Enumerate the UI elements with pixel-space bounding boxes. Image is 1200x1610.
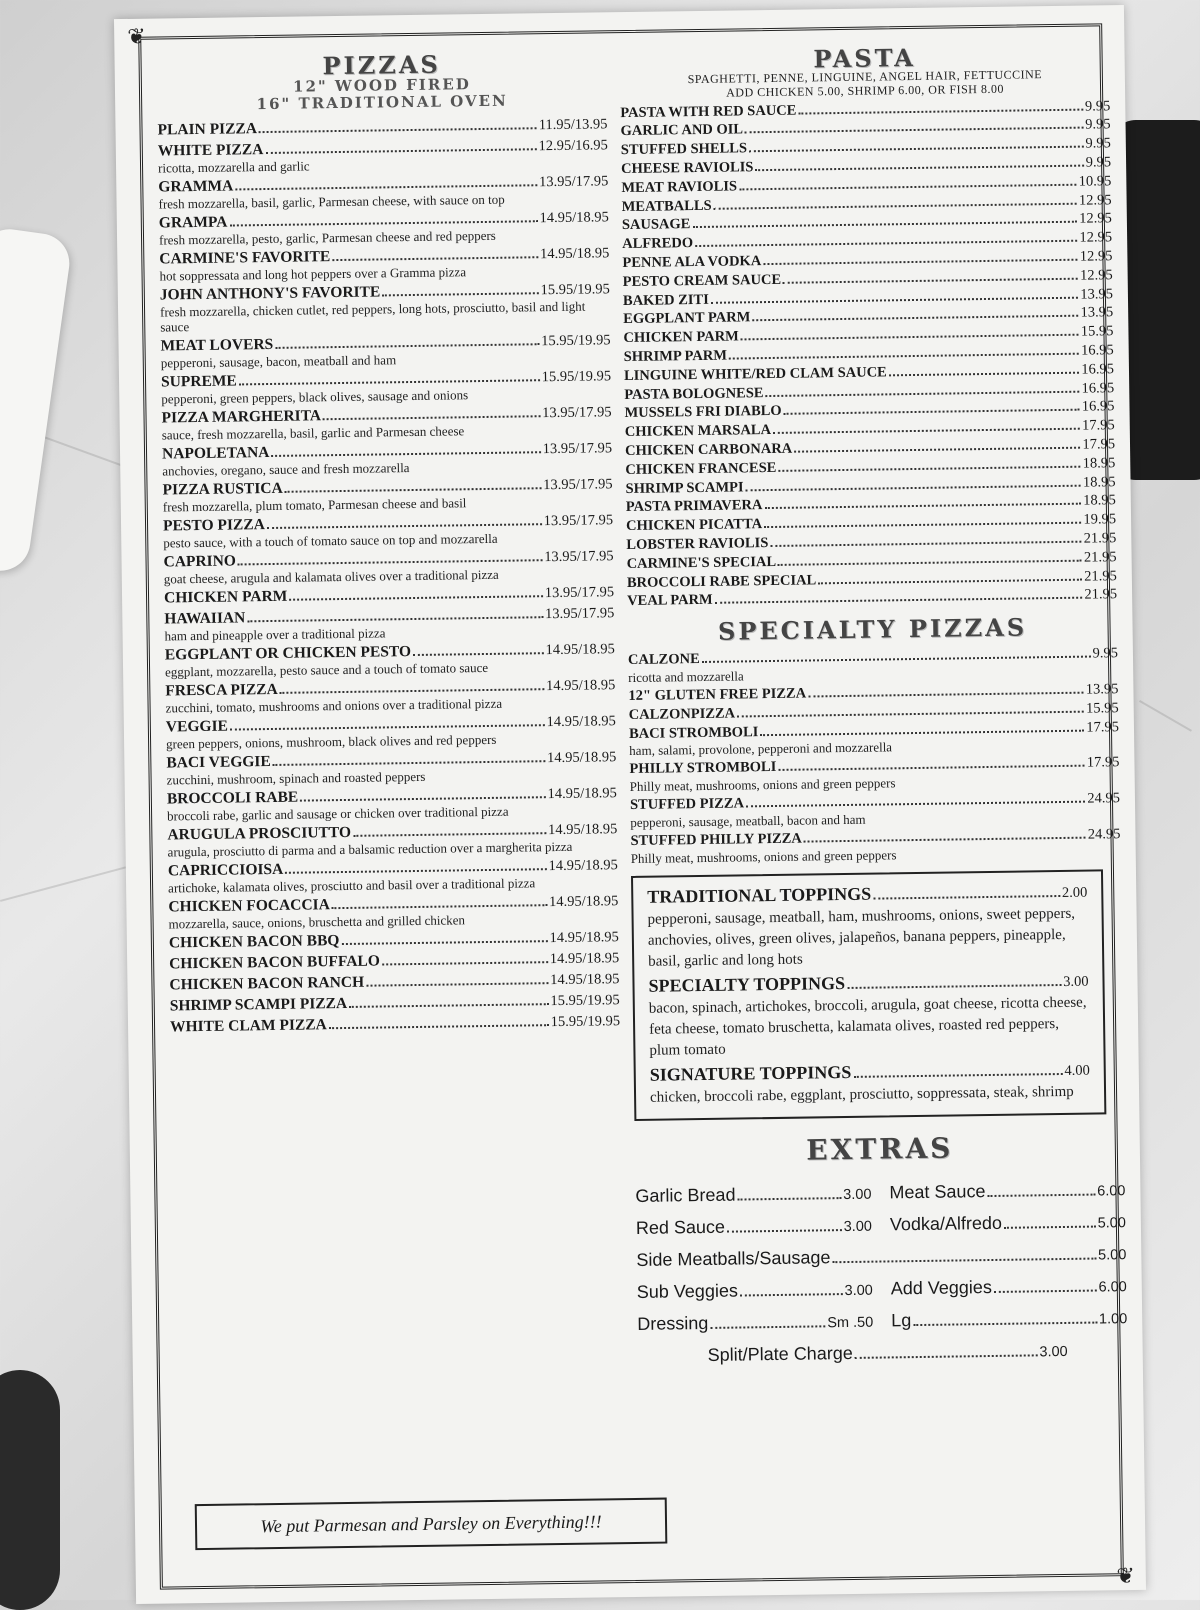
- pizza-item-name: JOHN ANTHONY'S FAVORITE: [159, 282, 381, 304]
- pasta-item-name: PASTA WITH RED SAUCE: [620, 102, 797, 121]
- pizza-list: [157, 115, 620, 1036]
- extra-red-sauce: Red Sauce 3.00: [635, 1216, 873, 1238]
- pasta-list: [620, 97, 1117, 611]
- pasta-item-name: MEAT RAVIOLIS: [621, 178, 738, 196]
- pizza-item-description: anchovies, oregano, sauce and fresh mozzarella: [162, 459, 410, 478]
- pizza-item-name: PLAIN PIZZA: [157, 119, 258, 139]
- right-column: [619, 43, 1127, 1372]
- pizza-item-price: 15.95/19.95: [541, 367, 612, 385]
- pizza-item-description: green peppers, onions, mushroom, black olives and red peppers: [165, 731, 497, 751]
- leader-dots: [349, 1003, 548, 1008]
- leader-dots: [794, 447, 1080, 453]
- pizza-item: [164, 604, 614, 643]
- topping-item: [648, 968, 1089, 1061]
- pasta-item-price: 9.95: [1085, 154, 1112, 171]
- pasta-item-price: 12.95: [1079, 248, 1113, 265]
- specialty-pizza-item-price: 17.95: [1086, 754, 1120, 771]
- pizza-item-name: MEAT LOVERS: [160, 335, 274, 355]
- leader-dots: [737, 710, 1084, 717]
- leader-dots: [714, 202, 1077, 209]
- pasta-item-price: 19.95: [1083, 511, 1117, 528]
- pizza-item: [165, 640, 615, 679]
- pasta-item-name: BAKED ZITI: [622, 291, 709, 309]
- pasta-item-price: 12.95: [1079, 266, 1113, 284]
- pizza-item: [162, 439, 612, 478]
- leader-dots: [749, 146, 1083, 153]
- pizza-item-price: 15.95/19.95: [550, 1012, 621, 1030]
- pizza-item-name: CHICKEN PARM: [163, 587, 288, 606]
- specialty-pizza-item-price: 24.95: [1087, 790, 1121, 807]
- pasta-item-name: PASTA PRIMAVERA: [625, 497, 763, 516]
- leader-dots: [746, 801, 1085, 808]
- leader-dots: [702, 656, 1091, 663]
- pasta-item-name: MEATBALLS: [621, 197, 712, 215]
- leader-dots: [230, 724, 545, 730]
- pasta-item-name: CHICKEN MARSALA: [624, 422, 772, 441]
- leader-dots: [808, 692, 1084, 698]
- topping-item-name: TRADITIONAL TOPPINGS: [647, 883, 872, 907]
- person-arm: [0, 1370, 60, 1610]
- pasta-title: PASTA: [813, 42, 917, 74]
- leader-dots: [847, 984, 1061, 989]
- leader-dots: [382, 961, 548, 965]
- pasta-item-price: 13.95: [1080, 304, 1114, 322]
- leader-dots: [755, 165, 1083, 172]
- pasta-item-name: CHICKEN PARM: [623, 328, 739, 347]
- pasta-item-price: 18.95: [1082, 454, 1116, 472]
- pizza-item: [158, 136, 608, 175]
- leader-dots: [275, 343, 539, 349]
- leader-dots: [752, 315, 1078, 322]
- leader-dots: [766, 390, 1080, 396]
- pizza-item-description: eggplant, mozzarella, pesto sauce and a touch of tomato sauce: [164, 659, 489, 679]
- pizza-item-name: CHICKEN BACON BUFFALO: [169, 952, 380, 972]
- pasta-item-name: SAUSAGE: [621, 216, 691, 234]
- pizza-item-description: fresh mozzarella, basil, garlic, Parmesan cheese, with sauce on top: [158, 191, 505, 212]
- pizza-item-description: ricotta, mozzarella and garlic: [157, 157, 310, 176]
- extra-meat-sauce: Meat Sauce 6.00: [889, 1180, 1126, 1203]
- pizza-item-price: 14.95/18.95: [548, 856, 618, 874]
- pizza-item-name: WHITE CLAM PIZZA: [169, 1015, 327, 1035]
- specialty-pizza-item-name: BACI STROMBOLI: [628, 723, 759, 742]
- pasta-item-name: PENNE ALA VODKA: [622, 253, 762, 272]
- pasta-item-price: 21.95: [1083, 548, 1117, 566]
- pizza-item-description: fresh mozzarella, pesto, garlic, Parmesan cheese and red peppers: [158, 227, 496, 248]
- pizza-item: [166, 748, 616, 787]
- pasta-item-price: 16.95: [1081, 379, 1115, 397]
- pizza-item-name: VEGGIE: [165, 717, 228, 735]
- pizza-item: [170, 1012, 620, 1036]
- pizza-item-name: CARMINE'S FAVORITE: [159, 247, 331, 268]
- pizza-item: [163, 547, 613, 586]
- pizza-item-name: GRAMPA: [158, 213, 228, 232]
- pasta-item-price: 17.95: [1082, 417, 1115, 434]
- pizza-item-name: HAWAIIAN: [164, 608, 246, 627]
- pizza-item-price: 12.95/16.95: [538, 136, 608, 154]
- leader-dots: [341, 940, 547, 945]
- menu-sheet: [114, 5, 1146, 1604]
- pasta-item-price: 16.95: [1080, 342, 1114, 359]
- parmesan-note: We put Parmesan and Parsley on Everything!!!: [195, 1498, 668, 1551]
- specialty-pizza-item: [630, 825, 1120, 866]
- pizza-item-price: 14.95/18.95: [550, 970, 620, 988]
- leader-dots: [332, 256, 538, 261]
- pizza-item-name: BROCCOLI RABE: [166, 788, 299, 807]
- pizza-item: [163, 511, 613, 550]
- leader-dots: [265, 148, 536, 154]
- pasta-item-price: 17.95: [1082, 436, 1116, 453]
- pizza-item-description: mozzarella, sauce, onions, bruschetta and grilled chicken: [168, 911, 466, 931]
- pasta-item-name: GARLIC AND OIL: [620, 121, 744, 140]
- extras-grid: [635, 1174, 1128, 1373]
- pizza-item-row: [169, 928, 619, 952]
- leader-dots: [764, 522, 1081, 528]
- pizza-item: [169, 949, 619, 973]
- pasta-item-price: 21.95: [1084, 586, 1118, 603]
- pasta-item-name: LINGUINE WHITE/RED CLAM SAUCE: [623, 364, 887, 384]
- leader-dots: [329, 1024, 549, 1029]
- pasta-item-name: ALFREDO: [622, 235, 694, 253]
- pasta-item-price: 15.95: [1080, 323, 1114, 340]
- pasta-note-addons: ADD CHICKEN 5.00, SHRIMP 6.00, OR FISH 8.00: [726, 81, 1005, 100]
- extras-title: EXTRAS: [806, 1131, 954, 1167]
- leader-dots: [229, 220, 537, 226]
- extra-dressing-large: Lg 1.00: [891, 1309, 1128, 1331]
- leader-dots: [413, 652, 544, 656]
- pasta-item-price: 13.95: [1080, 285, 1114, 303]
- leader-dots: [763, 259, 1078, 265]
- pizza-item-price: 14.95/18.95: [539, 208, 609, 226]
- specialty-pizza-item-description: Philly meat, mushrooms, onions and green peppers: [630, 846, 897, 866]
- leader-dots: [353, 832, 546, 837]
- specialty-pizza-item: [629, 753, 1119, 794]
- leader-dots: [873, 895, 1060, 900]
- specialty-pizza-item-name: PHILLY STROMBOLI: [629, 759, 777, 778]
- pizza-item-description: hot soppressata and long hot peppers over a Gramma pizza: [159, 263, 467, 284]
- pizza-item-price: 15.95/19.95: [540, 280, 610, 298]
- pizza-item-price: 14.95/18.95: [539, 244, 610, 262]
- pizza-item-price: 15.95/19.95: [550, 991, 620, 1009]
- pizza-item: [161, 367, 611, 406]
- topping-item-name: SIGNATURE TOPPINGS: [649, 1061, 852, 1085]
- pasta-item-price: 9.95: [1085, 135, 1111, 152]
- pizza-item-name: WHITE PIZZA: [157, 140, 264, 160]
- topping-item-description: bacon, spinach, artichokes, broccoli, arugula, goat cheese, ricotta cheese, feta cheese, tomato bruschetta, kalamata olives, roasted red peppers, plum tomato: [648, 994, 1087, 1059]
- pasta-item-name: SHRIMP SCAMPI: [625, 478, 744, 497]
- pizzas-title: PIZZAS: [322, 49, 441, 81]
- leader-dots: [711, 296, 1079, 303]
- pasta-item-price: 21.95: [1083, 530, 1117, 547]
- specialty-pizza-item: [630, 789, 1120, 830]
- leader-dots: [729, 353, 1079, 360]
- leader-dots: [798, 108, 1083, 114]
- pizza-item-name: NAPOLETANA: [161, 443, 270, 462]
- pizza-item-name: BACI VEGGIE: [166, 752, 271, 771]
- leader-dots: [695, 240, 1077, 247]
- pizza-item-price: 13.95/17.95: [543, 475, 613, 493]
- pizza-item-price: 14.95/18.95: [545, 640, 615, 658]
- pizza-item-name: FRESCA PIZZA: [165, 680, 278, 699]
- pizza-item-name: PIZZA MARGHERITA: [161, 406, 322, 427]
- specialty-pizza-item-name: 12" GLUTEN FREE PIZZA: [628, 685, 807, 704]
- leader-dots: [760, 729, 1084, 736]
- pizza-item-row: [157, 115, 607, 139]
- pizza-item-price: 11.95/13.95: [538, 115, 608, 133]
- topping-item: [647, 879, 1088, 972]
- pizza-item-price: 13.95/17.95: [543, 511, 614, 529]
- leader-dots: [285, 487, 542, 493]
- pizza-item: [158, 172, 608, 211]
- leader-dots: [289, 595, 542, 601]
- pizza-item: [162, 475, 612, 514]
- pasta-item-name: VEAL PARM: [627, 592, 713, 610]
- pizza-item: [169, 970, 619, 994]
- pizza-item: [161, 403, 611, 442]
- pizza-item-row: [170, 1012, 620, 1036]
- extra-vodka-alfredo: Vodka/Alfredo 5.00: [889, 1212, 1127, 1235]
- pizza-item-name: EGGPLANT OR CHICKEN PESTO: [164, 642, 412, 663]
- pizza-item-price: 15.95/19.95: [541, 331, 611, 349]
- pizza-item-row: [169, 949, 619, 973]
- specialty-pizza-item: [628, 644, 1118, 685]
- pizza-item-description: pepperoni, sausage, bacon, meatball and ham: [160, 351, 397, 371]
- leader-dots: [323, 415, 540, 420]
- pizza-item-row: [170, 991, 620, 1015]
- pasta-item-price: 9.95: [1085, 116, 1111, 133]
- pasta-item-name: MUSSELS FRI DIABLO: [624, 403, 782, 422]
- pizza-item-price: 14.95/18.95: [547, 784, 617, 802]
- pizza-item-price: 14.95/18.95: [549, 928, 619, 946]
- pasta-item-price: 12.95: [1079, 229, 1113, 246]
- pasta-item-price: 18.95: [1082, 473, 1116, 491]
- leader-dots: [784, 409, 1080, 415]
- leader-dots: [259, 127, 537, 133]
- pasta-item-name: EGGPLANT PARM: [623, 309, 751, 328]
- topping-item-description: pepperoni, sausage, meatball, ham, mushrooms, onions, sweet peppers, anchovies, olives, green olives, jalapeños, banana peppers, pineapple, basil, garlic and long hots: [647, 905, 1076, 970]
- pizza-item-name: CAPRICCIOISA: [167, 860, 284, 879]
- pizza-item-price: 14.95/18.95: [546, 712, 616, 730]
- extra-side-meatballs: Side Meatballs/Sausage 5.00: [636, 1246, 1127, 1270]
- pizza-item-row: [164, 583, 614, 607]
- leader-dots: [239, 379, 540, 385]
- leader-dots: [889, 371, 1080, 376]
- pasta-item-name: CHICKEN FRANCESE: [625, 459, 777, 478]
- pizza-item: [169, 928, 619, 952]
- leader-dots: [247, 616, 543, 622]
- topping-item-description: chicken, broccoli rabe, eggplant, prosciutto, soppressata, steak, shrimp: [649, 1083, 1074, 1106]
- pizza-item-description: zucchini, tomato, mushrooms and onions over a traditional pizza: [165, 695, 503, 715]
- pizza-item-price: 13.95/17.95: [544, 583, 615, 601]
- leader-dots: [746, 484, 1081, 491]
- specialty-pizza-item-name: CALZONPIZZA: [628, 705, 736, 723]
- pizza-item-description: pesto sauce, with a touch of tomato sauce on top and mozzarella: [163, 530, 498, 550]
- pasta-item-name: CHICKEN PICATTA: [626, 516, 763, 535]
- pizza-item-description: artichoke, kalamata olives, prosciutto and basil over a traditional pizza: [168, 874, 536, 895]
- pizza-item-price: 14.95/18.95: [545, 676, 616, 694]
- pizza-item-price: 14.95/18.95: [546, 748, 617, 766]
- pizza-item: [167, 820, 617, 859]
- pizza-item: [160, 280, 611, 334]
- pizza-item: [166, 712, 616, 751]
- leader-dots: [783, 277, 1078, 283]
- pasta-item-price: 9.95: [1084, 97, 1111, 115]
- pizza-item-price: 14.95/18.95: [548, 892, 619, 910]
- topping-item-price: 2.00: [1061, 884, 1088, 901]
- specialty-pizza-item-price: 15.95: [1085, 699, 1119, 717]
- extra-dressing-small: Dressing Sm .50: [637, 1312, 874, 1334]
- pizza-item-description: goat cheese, arugula and kalamata olives over a traditional pizza: [163, 566, 499, 586]
- pasta-item-name: BROCCOLI RABE SPECIAL: [626, 571, 817, 591]
- specialty-pizzas-title: SPECIALTY PIZZAS: [717, 612, 1028, 646]
- specialty-pizza-item-price: 13.95: [1085, 681, 1119, 698]
- leader-dots: [818, 578, 1082, 584]
- pizzas-column: [157, 50, 621, 1039]
- pizza-item-description: fresh mozzarella, chicken cutlet, red peppers, long hots, prosciutto, basil and light sauce: [159, 298, 586, 335]
- pasta-item-price: 18.95: [1083, 492, 1116, 509]
- pizza-item-description: fresh mozzarella, plum tomato, Parmesan cheese and basil: [162, 494, 467, 514]
- pizza-item-name: SUPREME: [160, 371, 237, 391]
- pizza-item-description: broccoli rabe, garlic and sausage or chicken over traditional pizza: [167, 803, 509, 823]
- topping-item-name: SPECIALTY TOPPINGS: [648, 972, 846, 996]
- leader-dots: [238, 559, 542, 565]
- leader-dots: [739, 183, 1077, 190]
- pizza-item-description: sauce, fresh mozzarella, basil, garlic and Parmesan cheese: [161, 422, 465, 443]
- pizza-item-name: CAPRINO: [163, 551, 237, 570]
- leader-dots: [382, 292, 538, 296]
- pasta-item-name: CHICKEN CARBONARA: [624, 440, 793, 459]
- pizza-item-name: PIZZA RUSTICA: [162, 479, 283, 498]
- pizza-item: [167, 784, 617, 823]
- pizza-item: [159, 244, 609, 283]
- pizza-item-name: SHRIMP SCAMPI PIZZA: [169, 994, 348, 1014]
- pasta-item-name: CARMINE'S SPECIAL: [626, 553, 777, 572]
- pasta-item-price: 12.95: [1078, 191, 1112, 209]
- pizza-item-name: CHICKEN BACON RANCH: [169, 973, 365, 993]
- pasta-item-price: 21.95: [1084, 567, 1117, 585]
- pizza-item-price: 14.95/18.95: [547, 820, 618, 838]
- leader-dots: [692, 221, 1077, 228]
- pizza-item: [165, 676, 615, 715]
- specialty-pizza-item-name: CALZONE: [627, 651, 700, 669]
- specialty-pizza-item-name: STUFFED PIZZA: [629, 795, 745, 814]
- specialty-pizza-item-description: Philly meat, mushrooms, onions and green peppers: [629, 775, 896, 795]
- pizza-item: [160, 331, 610, 370]
- pasta-item-price: 12.95: [1079, 210, 1112, 228]
- extra-split-plate: Split/Plate Charge 3.00: [707, 1342, 1068, 1365]
- leader-dots: [300, 796, 545, 801]
- pizza-item: [157, 115, 607, 139]
- leader-dots: [804, 837, 1086, 843]
- toppings-box: [631, 869, 1106, 1121]
- pizza-item-description: pepperoni, green peppers, black olives, sausage and onions: [161, 386, 469, 407]
- pizza-item-row: [169, 970, 619, 994]
- pizza-item: [170, 991, 620, 1015]
- pasta-item-name: CHEESE RAVIOLIS: [621, 159, 754, 178]
- leader-dots: [271, 451, 540, 457]
- pizza-item-description: zucchini, mushroom, spinach and roasted peppers: [166, 768, 426, 787]
- pasta-note-types: SPAGHETTI, PENNE, LINGUINE, ANGEL HAIR, FETTUCCINE: [687, 67, 1043, 87]
- leader-dots: [285, 868, 546, 874]
- pasta-item-name: PASTA BOLOGNESE: [624, 384, 764, 403]
- leader-dots: [773, 428, 1080, 434]
- pasta-item-price: 16.95: [1081, 360, 1115, 378]
- extra-garlic-bread: Garlic Bread 3.00: [635, 1184, 872, 1206]
- napkin: [0, 225, 73, 574]
- leader-dots: [273, 760, 545, 766]
- pizza-item-price: 13.95/17.95: [544, 547, 614, 565]
- specialty-pizza-item-description: ricotta and mozzarella: [628, 668, 744, 685]
- leader-dots: [741, 334, 1079, 341]
- pizza-item-name: CHICKEN BACON BBQ: [168, 931, 340, 951]
- pizzas-subtitle-wood-fired: 12" WOOD FIRED: [292, 75, 471, 96]
- pizza-item-price: 13.95/17.95: [538, 172, 609, 190]
- pizza-item: [159, 208, 609, 247]
- leader-dots: [280, 688, 544, 694]
- leader-dots: [235, 184, 537, 190]
- pizza-item-name: CHICKEN FOCACCIA: [168, 895, 330, 915]
- specialty-pizza-item-name: STUFFED PHILLY PIZZA: [630, 830, 802, 849]
- pizzas-subtitle-traditional: 16" TRADITIONAL OVEN: [256, 91, 508, 114]
- specialty-pizza-item-description: pepperoni, sausage, meatball, bacon and ham: [630, 811, 866, 830]
- topping-item-price: 4.00: [1064, 1062, 1090, 1079]
- leader-dots: [778, 465, 1080, 471]
- extra-add-veggies: Add Veggies 6.00: [890, 1276, 1127, 1299]
- pizza-item: [168, 892, 618, 931]
- specialty-list: [628, 644, 1121, 865]
- pasta-item-name: PESTO CREAM SAUCE: [622, 271, 782, 290]
- leader-dots: [853, 1073, 1062, 1078]
- pasta-item-price: 10.95: [1078, 173, 1112, 190]
- topping-item: [650, 1057, 1091, 1108]
- topping-item-price: 3.00: [1063, 973, 1089, 990]
- leader-dots: [267, 523, 542, 529]
- specialty-pizza-item-description: ham, salami, provolone, pepperoni and mozzarella: [629, 739, 893, 759]
- pizza-item-name: PESTO PIZZA: [162, 515, 265, 534]
- pasta-item-name: SHRIMP PARM: [623, 347, 728, 365]
- pizza-item-price: 13.95/17.95: [544, 604, 615, 622]
- pizza-item: [168, 856, 618, 895]
- leader-dots: [764, 503, 1081, 509]
- specialty-pizza-item-price: 9.95: [1092, 645, 1119, 662]
- specialty-pizza-item: [629, 718, 1119, 759]
- pizza-item: [164, 583, 614, 607]
- pizza-item-price: 13.95/17.95: [542, 439, 613, 457]
- extra-sub-veggies: Sub Veggies 3.00: [636, 1280, 873, 1302]
- pizza-item-description: ham and pineapple over a traditional pizza: [164, 624, 386, 643]
- leader-dots: [745, 127, 1083, 134]
- specialty-pizza-item-price: 17.95: [1086, 718, 1120, 736]
- leader-dots: [366, 982, 548, 987]
- pizza-item-name: ARUGULA PROSCIUTTO: [167, 823, 352, 843]
- pasta-item-name: LOBSTER RAVIOLIS: [626, 534, 769, 553]
- pizza-item-name: GRAMMA: [158, 176, 234, 196]
- pizza-item-price: 14.95/18.95: [549, 949, 620, 967]
- pizza-item-price: 13.95/17.95: [542, 403, 612, 421]
- leader-dots: [778, 765, 1085, 771]
- specialty-pizza-item-price: 24.95: [1087, 826, 1121, 843]
- pasta-item-price: 16.95: [1081, 398, 1115, 415]
- leader-dots: [778, 559, 1082, 565]
- pasta-item-name: STUFFED SHELLS: [620, 140, 748, 159]
- leader-dots: [332, 904, 547, 909]
- leader-dots: [715, 597, 1083, 604]
- pizza-item-description: arugula, prosciutto di parma and a balsamic reduction over a margherita pizza: [167, 838, 573, 859]
- leader-dots: [770, 541, 1081, 547]
